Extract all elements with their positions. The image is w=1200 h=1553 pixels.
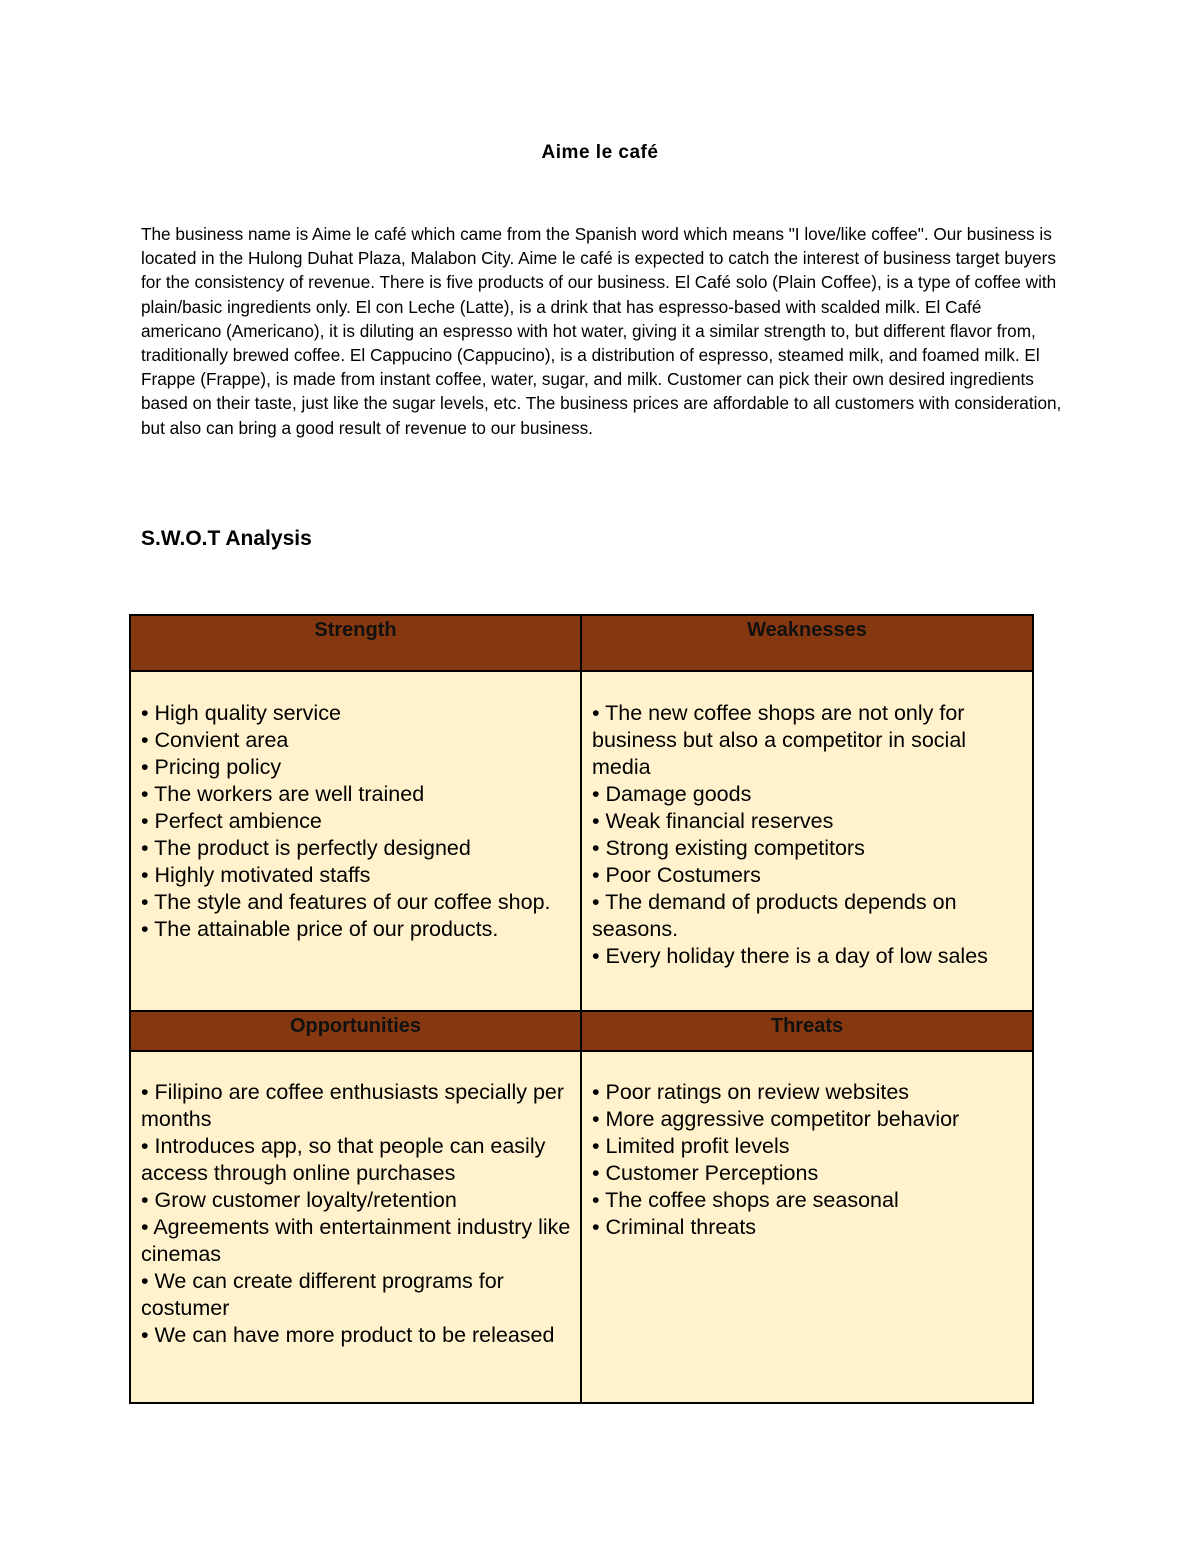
strength-title: Strength (314, 619, 397, 641)
swot-list-item: • Strong existing competitors (592, 836, 865, 860)
swot-list-item: • The demand of products depends on seasons. (592, 890, 957, 941)
opportunities-list (131, 1052, 580, 1349)
swot-list-item: • The new coffee shops are not only for business but also a competitor in social media (592, 701, 967, 779)
swot-list-item: • High quality service (141, 701, 341, 725)
strength-cell (130, 671, 581, 1011)
swot-list-item: • We can create different programs for costumer (141, 1269, 504, 1320)
swot-list-item: • Grow customer loyalty/retention (141, 1188, 457, 1212)
opportunities-cell (130, 1051, 581, 1403)
swot-list-item: • The style and features of our coffee shop. (141, 890, 551, 914)
intro-paragraph: The business name is Aime le café which came from the Spanish word which means "I love/like coffee". Our business is located in the Hulong Duhat Plaza, Malabon City. Aime le café is expected to catch the interest of business target buyers for the consistency of revenue. There is five products of our business. El Café solo (Plain Coffee), is a type of coffee with plain/basic ingredients only. El con Leche (Latte), is a drink that has espresso-based with scalded milk. El Café americano (Americano), it is diluting an espresso with hot water, giving it a similar strength to, but different flavor from, traditionally brewed coffee. El Cappucino (Cappucino), is a distribution of espresso, steamed milk, and foamed milk. El Frappe (Frappe), is made from instant coffee, water, sugar, and milk. Customer can pick their own desired ingredients based on their taste, just like the sugar levels, etc. The business prices are affordable to all customers with consideration, but also can bring a good result of revenue to our business. (141, 224, 1062, 438)
opportunities-title: Opportunities (289, 1015, 422, 1037)
strength-header (130, 615, 581, 671)
swot-list-item: • Perfect ambience (141, 809, 322, 833)
swot-list-item: • The coffee shops are seasonal (592, 1188, 899, 1212)
swot-list-item: • Convient area (141, 728, 289, 752)
threats-list (582, 1052, 1032, 1241)
swot-list-item: • Limited profit levels (592, 1134, 790, 1158)
swot-list-item: • The product is perfectly designed (141, 836, 471, 860)
weaknesses-title: Weaknesses (747, 619, 867, 641)
threats-header (581, 1011, 1033, 1051)
strength-list (131, 672, 580, 943)
swot-list-item: • We can have more product to be released (141, 1323, 555, 1347)
swot-list-item: • Agreements with entertainment industry like cinemas (141, 1215, 571, 1266)
weaknesses-list (582, 672, 1032, 970)
threats-cell (581, 1051, 1033, 1403)
swot-list-item: • More aggressive competitor behavior (592, 1107, 960, 1131)
swot-list-item: • Introduces app, so that people can easily access through online purchases (141, 1134, 546, 1185)
threats-title: Threats (770, 1015, 844, 1037)
swot-list-item: • Damage goods (592, 782, 752, 806)
swot-list-item: • Customer Perceptions (592, 1161, 819, 1185)
swot-header-row-bottom (130, 1011, 1033, 1051)
swot-list-item: • Poor Costumers (592, 863, 761, 887)
swot-list-item: • The workers are well trained (141, 782, 425, 806)
swot-list-item: • Weak financial reserves (592, 809, 834, 833)
swot-list-item: • Every holiday there is a day of low sales (592, 944, 988, 968)
swot-list-item: • Pricing policy (141, 755, 282, 779)
swot-table (129, 614, 1034, 1404)
document-title: Aime le café (541, 142, 659, 163)
swot-list-item: • The attainable price of our products. (141, 917, 499, 941)
swot-heading: S.W.O.T Analysis (141, 527, 312, 550)
weaknesses-cell (581, 671, 1033, 1011)
opportunities-header (130, 1011, 581, 1051)
swot-list-item: • Highly motivated staffs (141, 863, 371, 887)
weaknesses-header (581, 615, 1033, 671)
swot-list-item: • Criminal threats (592, 1215, 757, 1239)
swot-list-item: • Filipino are coffee enthusiasts specially per months (141, 1080, 565, 1131)
swot-header-row-top (130, 615, 1033, 671)
swot-list-item: • Poor ratings on review websites (592, 1080, 910, 1104)
swot-content-row-top (130, 671, 1033, 1011)
swot-content-row-bottom (130, 1051, 1033, 1403)
